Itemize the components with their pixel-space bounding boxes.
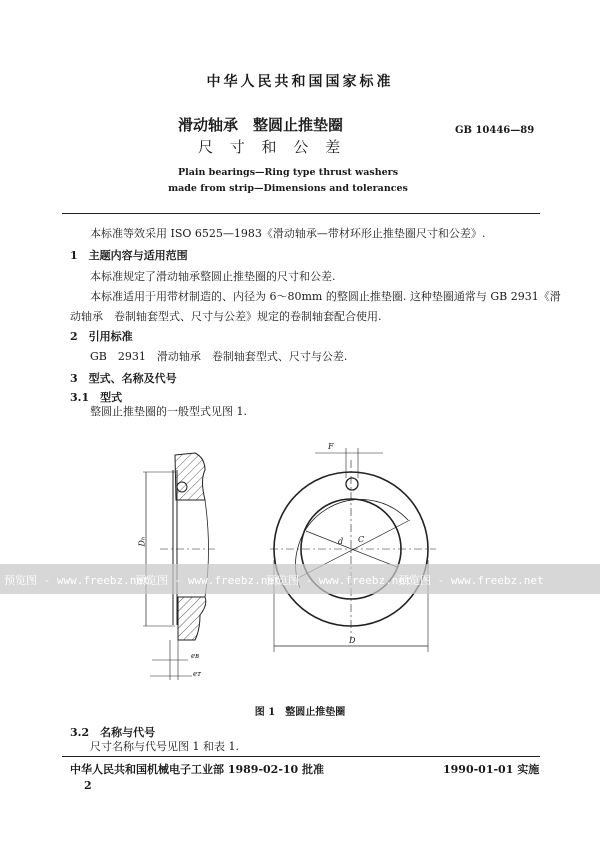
section-2-para-1: GB 2931 滑动轴承 卷制轴套型式、尺寸与公差. (90, 350, 348, 363)
standard-code: GB 10446—89 (455, 125, 535, 136)
washer-front-view (270, 448, 436, 652)
label-d: d (338, 537, 344, 546)
section-3-1-para: 整圆止推垫圈的一般型式见图 1. (90, 405, 247, 418)
section-3-2-heading: 3.2 名称与代号 (70, 726, 156, 739)
label-DH: Dₕ (137, 536, 147, 547)
section-1-heading: 1 主题内容与适用范围 (70, 249, 188, 262)
figure-caption: 图 1 整圆止推垫圈 (254, 707, 346, 718)
label-C: C (358, 535, 365, 544)
issuing-org: 中华人民共和国国家标准 (206, 74, 394, 90)
section-1-para-1: 本标准规定了滑动轴承整圆止推垫圈的尺寸和公差. (90, 270, 336, 283)
label-F: F (328, 442, 334, 451)
approval-line: 中华人民共和国机械电子工业部 1989-02-10 批准 (70, 763, 325, 776)
section-1-para-2b: 动轴承 卷制轴套型式、尺寸与公差》规定的卷制轴套配合使用. (70, 310, 382, 323)
section-2-heading: 2 引用标准 (70, 330, 133, 343)
watermark-text: 预览图 - www.freebz.net (266, 574, 412, 587)
label-eT: eᴛ (193, 670, 202, 678)
section-3-2-para: 尺寸名称与代号见图 1 和表 1. (90, 740, 239, 753)
title-en-line1: Plain bearings—Ring type thrust washers (177, 167, 399, 178)
watermark-text: 预览图 - www.freebz.net (4, 574, 150, 587)
footer-rule (62, 756, 540, 757)
title-cn-line1: 滑动轴承 整圆止推垫圈 (178, 116, 344, 134)
section-3-heading: 3 型式、名称及代号 (70, 372, 177, 385)
title-cn-line2: 尺 寸 和 公 差 (198, 138, 347, 156)
section-1-para-2a: 本标准适用于用带材制造的、内径为 6～80mm 的整圆止推垫圈. 这种垫圈通常与 GB 2931《滑 (90, 290, 561, 303)
label-D: D (349, 636, 356, 645)
title-en-line2: made from strip—Dimensions and tolerances (168, 183, 408, 194)
watermark-band (0, 564, 600, 594)
page-number: 2 (84, 779, 92, 792)
label-eB: eʙ (191, 652, 200, 660)
intro-paragraph: 本标准等效采用 ISO 6525—1983《滑动轴承—带材环形止推垫圈尺寸和公差》. (90, 227, 486, 240)
watermark-text: 预览图 - www.freebz.net (135, 574, 281, 587)
effective-date: 1990-01-01 实施 (443, 763, 540, 776)
section-3-1-heading: 3.1 型式 (70, 391, 123, 404)
watermark-text: 预览图 - www.freebz.net (398, 574, 544, 587)
